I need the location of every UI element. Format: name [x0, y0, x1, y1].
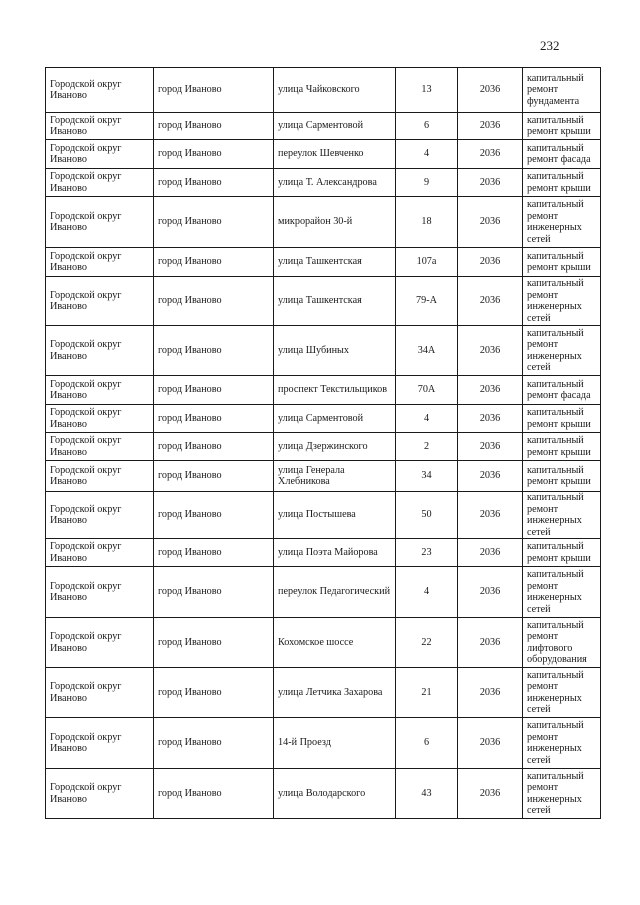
street-cell: Кохомское шоссе — [274, 618, 396, 668]
street-cell: улица Т. Александрова — [274, 169, 396, 197]
table-row — [46, 618, 601, 668]
work-type-cell: капитальный ремонт крыши — [523, 461, 601, 492]
table-row — [46, 539, 601, 567]
table-row — [46, 169, 601, 197]
year-cell: 2036 — [458, 405, 523, 433]
okrug-cell: Городской округ Иваново — [46, 539, 154, 567]
okrug-cell: Городской округ Иваново — [46, 492, 154, 539]
year-cell: 2036 — [458, 567, 523, 618]
year-cell: 2036 — [458, 539, 523, 567]
work-type-cell: капитальный ремонт инженерных сетей — [523, 718, 601, 769]
okrug-cell: Городской округ Иваново — [46, 197, 154, 248]
city-cell: город Иваново — [154, 433, 274, 461]
okrug-cell: Городской округ Иваново — [46, 376, 154, 405]
work-type-cell: капитальный ремонт инженерных сетей — [523, 769, 601, 819]
repair-schedule-table — [45, 67, 601, 819]
street-cell: улица Ташкентская — [274, 277, 396, 326]
table-row — [46, 197, 601, 248]
street-cell: улица Постышева — [274, 492, 396, 539]
city-cell: город Иваново — [154, 113, 274, 140]
street-cell: улица Дзержинского — [274, 433, 396, 461]
house-number-cell: 13 — [396, 68, 458, 113]
year-cell: 2036 — [458, 277, 523, 326]
table-body — [46, 68, 601, 819]
table-row — [46, 461, 601, 492]
table-row — [46, 277, 601, 326]
year-cell: 2036 — [458, 433, 523, 461]
work-type-cell: капитальный ремонт инженерных сетей — [523, 668, 601, 718]
work-type-cell: капитальный ремонт фасада — [523, 140, 601, 169]
city-cell: город Иваново — [154, 769, 274, 819]
house-number-cell: 34А — [396, 326, 458, 376]
year-cell: 2036 — [458, 197, 523, 248]
house-number-cell: 18 — [396, 197, 458, 248]
okrug-cell: Городской округ Иваново — [46, 668, 154, 718]
house-number-cell: 22 — [396, 618, 458, 668]
okrug-cell: Городской округ Иваново — [46, 277, 154, 326]
year-cell: 2036 — [458, 248, 523, 277]
year-cell: 2036 — [458, 140, 523, 169]
street-cell: улица Поэта Майорова — [274, 539, 396, 567]
table-row — [46, 376, 601, 405]
year-cell: 2036 — [458, 618, 523, 668]
city-cell: город Иваново — [154, 668, 274, 718]
okrug-cell: Городской округ Иваново — [46, 169, 154, 197]
street-cell: 14-й Проезд — [274, 718, 396, 769]
okrug-cell: Городской округ Иваново — [46, 68, 154, 113]
okrug-cell: Городской округ Иваново — [46, 140, 154, 169]
city-cell: город Иваново — [154, 326, 274, 376]
table-row — [46, 492, 601, 539]
street-cell: улица Сарментовой — [274, 405, 396, 433]
house-number-cell: 4 — [396, 140, 458, 169]
work-type-cell: капитальный ремонт инженерных сетей — [523, 567, 601, 618]
house-number-cell: 23 — [396, 539, 458, 567]
city-cell: город Иваново — [154, 169, 274, 197]
table-row — [46, 567, 601, 618]
page-number: 232 — [540, 38, 560, 53]
work-type-cell: капитальный ремонт лифтового оборудования — [523, 618, 601, 668]
city-cell: город Иваново — [154, 492, 274, 539]
okrug-cell: Городской округ Иваново — [46, 618, 154, 668]
work-type-cell: капитальный ремонт крыши — [523, 433, 601, 461]
table-row — [46, 769, 601, 819]
house-number-cell: 4 — [396, 405, 458, 433]
work-type-cell: капитальный ремонт инженерных сетей — [523, 326, 601, 376]
street-cell: улица Генерала Хлебникова — [274, 461, 396, 492]
work-type-cell: капитальный ремонт крыши — [523, 539, 601, 567]
work-type-cell: капитальный ремонт крыши — [523, 405, 601, 433]
year-cell: 2036 — [458, 169, 523, 197]
year-cell: 2036 — [458, 492, 523, 539]
city-cell: город Иваново — [154, 197, 274, 248]
table-row — [46, 718, 601, 769]
work-type-cell: капитальный ремонт фундамента — [523, 68, 601, 113]
work-type-cell: капитальный ремонт инженерных сетей — [523, 277, 601, 326]
city-cell: город Иваново — [154, 376, 274, 405]
city-cell: город Иваново — [154, 68, 274, 113]
okrug-cell: Городской округ Иваново — [46, 113, 154, 140]
okrug-cell: Городской округ Иваново — [46, 248, 154, 277]
city-cell: город Иваново — [154, 539, 274, 567]
house-number-cell: 50 — [396, 492, 458, 539]
year-cell: 2036 — [458, 326, 523, 376]
city-cell: город Иваново — [154, 277, 274, 326]
table-row — [46, 433, 601, 461]
table-row — [46, 113, 601, 140]
year-cell: 2036 — [458, 718, 523, 769]
okrug-cell: Городской округ Иваново — [46, 326, 154, 376]
house-number-cell: 6 — [396, 113, 458, 140]
house-number-cell: 43 — [396, 769, 458, 819]
house-number-cell: 70А — [396, 376, 458, 405]
city-cell: город Иваново — [154, 405, 274, 433]
house-number-cell: 107а — [396, 248, 458, 277]
work-type-cell: капитальный ремонт фасада — [523, 376, 601, 405]
city-cell: город Иваново — [154, 618, 274, 668]
house-number-cell: 6 — [396, 718, 458, 769]
work-type-cell: капитальный ремонт инженерных сетей — [523, 492, 601, 539]
house-number-cell: 9 — [396, 169, 458, 197]
street-cell: улица Володарского — [274, 769, 396, 819]
street-cell: улица Сарментовой — [274, 113, 396, 140]
city-cell: город Иваново — [154, 567, 274, 618]
house-number-cell: 79-А — [396, 277, 458, 326]
street-cell: переулок Шевченко — [274, 140, 396, 169]
street-cell: переулок Педагогический — [274, 567, 396, 618]
okrug-cell: Городской округ Иваново — [46, 567, 154, 618]
street-cell: улица Шубиных — [274, 326, 396, 376]
work-type-cell: капитальный ремонт крыши — [523, 113, 601, 140]
year-cell: 2036 — [458, 376, 523, 405]
city-cell: город Иваново — [154, 248, 274, 277]
street-cell: улица Летчика Захарова — [274, 668, 396, 718]
house-number-cell: 4 — [396, 567, 458, 618]
city-cell: город Иваново — [154, 461, 274, 492]
house-number-cell: 21 — [396, 668, 458, 718]
street-cell: улица Чайковского — [274, 68, 396, 113]
okrug-cell: Городской округ Иваново — [46, 405, 154, 433]
okrug-cell: Городской округ Иваново — [46, 461, 154, 492]
city-cell: город Иваново — [154, 140, 274, 169]
year-cell: 2036 — [458, 668, 523, 718]
work-type-cell: капитальный ремонт крыши — [523, 169, 601, 197]
okrug-cell: Городской округ Иваново — [46, 718, 154, 769]
table-row — [46, 248, 601, 277]
table-row — [46, 668, 601, 718]
table-row — [46, 68, 601, 113]
work-type-cell: капитальный ремонт крыши — [523, 248, 601, 277]
year-cell: 2036 — [458, 113, 523, 140]
street-cell: проспект Текстильщиков — [274, 376, 396, 405]
okrug-cell: Городской округ Иваново — [46, 769, 154, 819]
house-number-cell: 34 — [396, 461, 458, 492]
work-type-cell: капитальный ремонт инженерных сетей — [523, 197, 601, 248]
street-cell: микрорайон 30-й — [274, 197, 396, 248]
street-cell: улица Ташкентская — [274, 248, 396, 277]
year-cell: 2036 — [458, 461, 523, 492]
table-row — [46, 405, 601, 433]
city-cell: город Иваново — [154, 718, 274, 769]
year-cell: 2036 — [458, 769, 523, 819]
okrug-cell: Городской округ Иваново — [46, 433, 154, 461]
table-row — [46, 140, 601, 169]
table-row — [46, 326, 601, 376]
house-number-cell: 2 — [396, 433, 458, 461]
year-cell: 2036 — [458, 68, 523, 113]
